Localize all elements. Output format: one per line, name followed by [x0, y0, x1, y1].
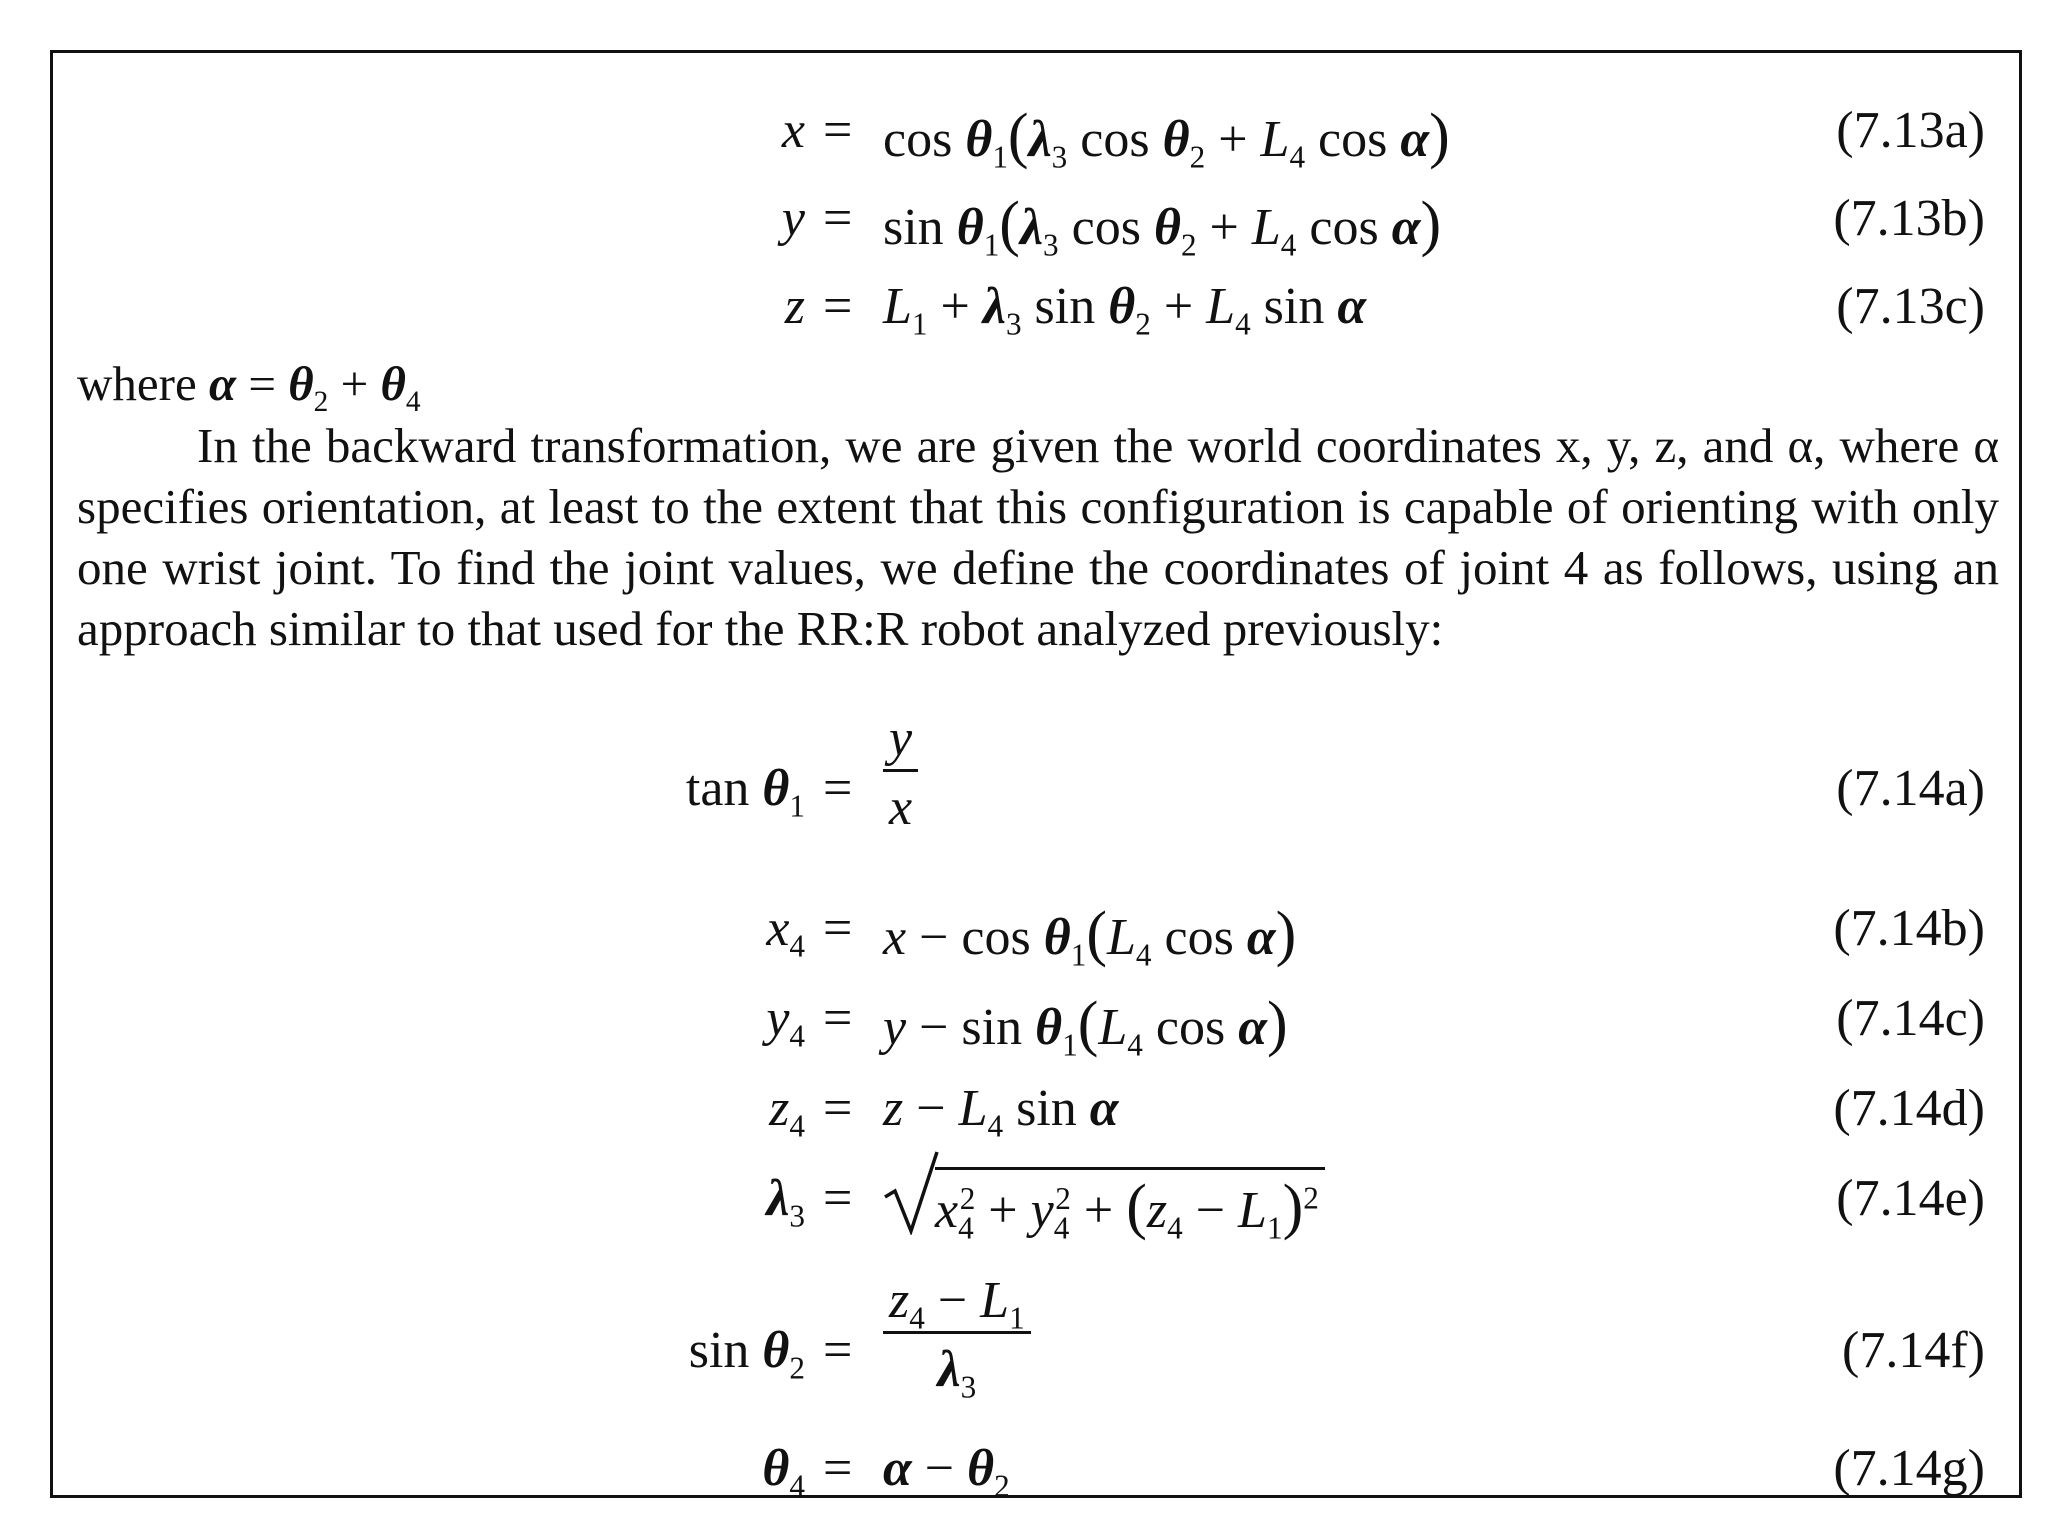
equation-tag: (7.13c)	[1836, 278, 1985, 335]
square-root: $x_4^2 + y_4^2 + (z_4 - L_1)^2$	[883, 1167, 1325, 1238]
paragraph-text: In the backward transformation, we are given the world coordinates x, y, z, and α, where α specifies orientation, at least to the extent that this configuration is capable of orienting with only one wrist joint. To find the joint values, we define the coordinates of joint 4 as follows, using an approach similar to that used for the RR:R robot analyzed previously:	[77, 418, 1999, 656]
where-expression: $\alpha = \theta_2 + \theta_4$	[208, 356, 421, 418]
equals-sign: =	[823, 190, 853, 247]
where-word: where	[77, 356, 197, 411]
equation-tag: (7.14g)	[1833, 1440, 1985, 1497]
equals-sign: =	[823, 1170, 853, 1227]
equation-tag: (7.14e)	[1836, 1170, 1985, 1227]
equation-7-14e	[53, 1161, 2025, 1257]
equation-rhs	[883, 1272, 1031, 1405]
equation-tag: (7.14d)	[1833, 1080, 1985, 1137]
equation-rhs: $L_1 + \lambda_3$ $\sin \theta_2 + L_4$ sin α	[883, 278, 1367, 342]
equation-7-14b	[53, 891, 2025, 971]
equals-sign: =	[823, 1440, 853, 1497]
equation-rhs: $x - \cos \theta_1(L_4$ cos α)	[883, 900, 1297, 973]
equals-sign: =	[823, 900, 853, 957]
fraction: $\frac{z_4 - L_1}{\lambda_3}$	[883, 1275, 1031, 1396]
equation-lhs: y	[781, 190, 805, 247]
equation-tag: (7.13a)	[1836, 102, 1985, 159]
equation-rhs: $z - L_4$ sin α	[883, 1080, 1119, 1144]
equation-7-14g	[53, 1431, 2025, 1504]
equation-7-13a	[53, 93, 2025, 173]
equation-7-14d	[53, 1071, 2025, 1151]
equation-rhs: $\cos \theta_1(\lambda_3$ $\cos \theta_2 + L_4$ cos α)	[883, 102, 1450, 175]
equation-tag: (7.14b)	[1833, 900, 1985, 957]
body-paragraph	[77, 415, 1999, 659]
page-frame	[50, 50, 2022, 1504]
equation-rhs: $\alpha - \theta_2$	[883, 1440, 1010, 1504]
equation-7-13c	[53, 269, 2025, 349]
radical-sign-icon	[883, 1151, 939, 1235]
equals-sign: =	[823, 760, 853, 817]
equation-lhs: $\lambda_3$	[766, 1170, 805, 1234]
equals-sign: =	[823, 990, 853, 1047]
equation-lhs: $\theta_4$	[762, 1440, 805, 1504]
equation-tag: (7.13b)	[1833, 190, 1985, 247]
equals-sign: =	[823, 278, 853, 335]
equation-lhs: $y_4$	[766, 990, 805, 1054]
equation-7-14f	[53, 1272, 2025, 1415]
equation-lhs: x	[781, 102, 805, 159]
equation-7-14a	[53, 710, 2025, 853]
equation-7-14c	[53, 981, 2025, 1061]
equals-sign: =	[823, 1322, 853, 1379]
equals-sign: =	[823, 102, 853, 159]
equation-lhs: $\tan \theta_1$	[685, 760, 805, 824]
equation-7-13b	[53, 181, 2025, 261]
equation-lhs: $z_4$	[769, 1080, 805, 1144]
equation-tag: (7.14c)	[1836, 990, 1985, 1047]
fraction: $\frac{y}{x}$	[883, 713, 918, 834]
equation-lhs: $\sin \theta_2$	[688, 1322, 805, 1386]
equation-tag: (7.14a)	[1836, 760, 1985, 817]
equals-sign: =	[823, 1080, 853, 1137]
where-line	[77, 353, 1999, 418]
equation-rhs	[883, 710, 918, 836]
equation-rhs: $y - \sin \theta_1(L_4$ cos α)	[883, 990, 1288, 1063]
equation-tag: (7.14f)	[1842, 1322, 1985, 1379]
equation-lhs: z	[784, 278, 805, 335]
equation-lhs: $x_4$	[766, 900, 805, 964]
equation-rhs: $\sin \theta_1(\lambda_3$ $\cos \theta_2 + L_4$ cos α)	[883, 190, 1442, 263]
equation-rhs	[883, 1167, 1325, 1246]
